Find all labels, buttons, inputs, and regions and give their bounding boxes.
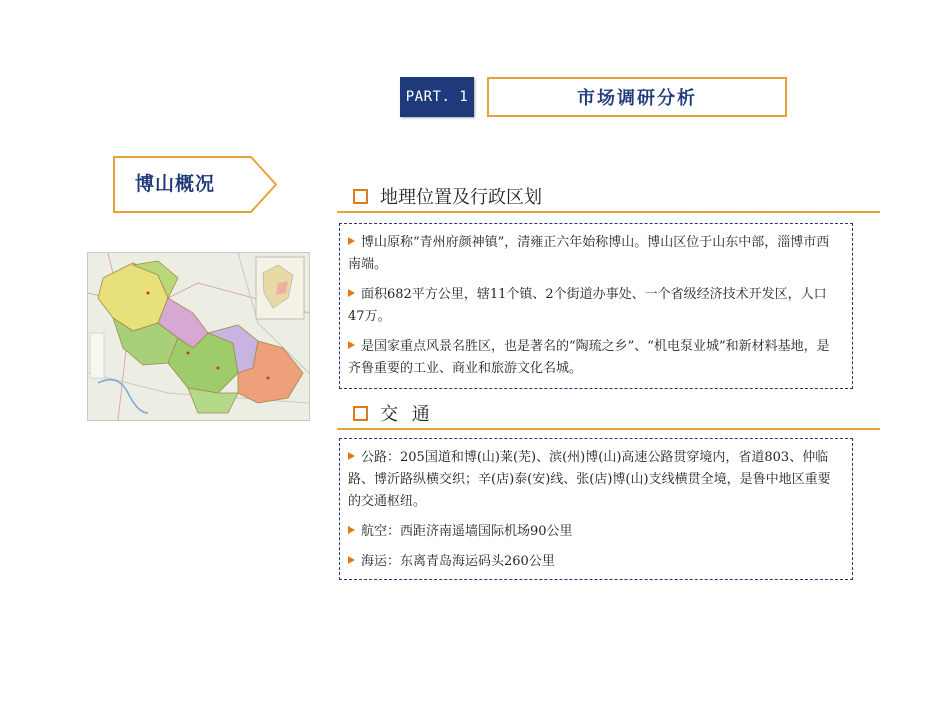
district-map [87, 252, 310, 421]
part-badge: PART. 1 [400, 77, 474, 117]
section-title: 市场调研分析 [487, 77, 787, 117]
arrow-bullet-icon [348, 556, 355, 564]
geo-paragraph: 是国家重点风景名胜区，也是著名的“陶琉之乡”、“机电泵业城”和新材料基地，是齐鲁重要的工业、商业和旅游文化名城。 [348, 339, 830, 376]
transport-paragraph: 公路：205国道和博(山)莱(芜)、滨(州)博(山)高速公路贯穿境内，省道803、仲临路、博沂路纵横交织；辛(店)泰(安)线、张(店)博(山)支线横贯全境，是鲁中地区重要的交通枢纽。 [348, 450, 831, 509]
square-bullet-icon [353, 406, 368, 421]
arrow-bullet-icon [348, 289, 355, 297]
square-bullet-icon [353, 189, 368, 204]
transport-paragraph: 航空：西距济南遥墙国际机场90公里 [348, 521, 842, 543]
arrow-bullet-icon [348, 526, 355, 534]
transport-paragraph: 海运：东离青岛海运码头260公里 [348, 551, 842, 573]
transport-heading [353, 400, 434, 426]
transport-content-box [339, 438, 853, 580]
geo-heading [353, 183, 542, 209]
geo-paragraph: 面积682平方公里，辖11个镇、2个街道办事处、一个省级经济技术开发区，人口47万。 [348, 287, 827, 324]
district-map-image [88, 253, 309, 420]
arrow-bullet-icon [348, 237, 355, 245]
geo-heading-label: 地理位置及行政区划 [380, 187, 542, 208]
overview-tag [113, 156, 278, 213]
transport-heading-label: 交 通 [380, 404, 434, 425]
arrow-bullet-icon [348, 341, 355, 349]
overview-tag-label: 博山概况 [135, 173, 216, 195]
arrow-bullet-icon [348, 452, 355, 460]
heading-divider [337, 428, 880, 430]
heading-divider [337, 211, 880, 213]
geo-content-box [339, 223, 853, 389]
geo-paragraph: 博山原称“青州府颜神镇”，清雍正六年始称博山。博山区位于山东中部，淄博市西南端。 [348, 235, 830, 272]
